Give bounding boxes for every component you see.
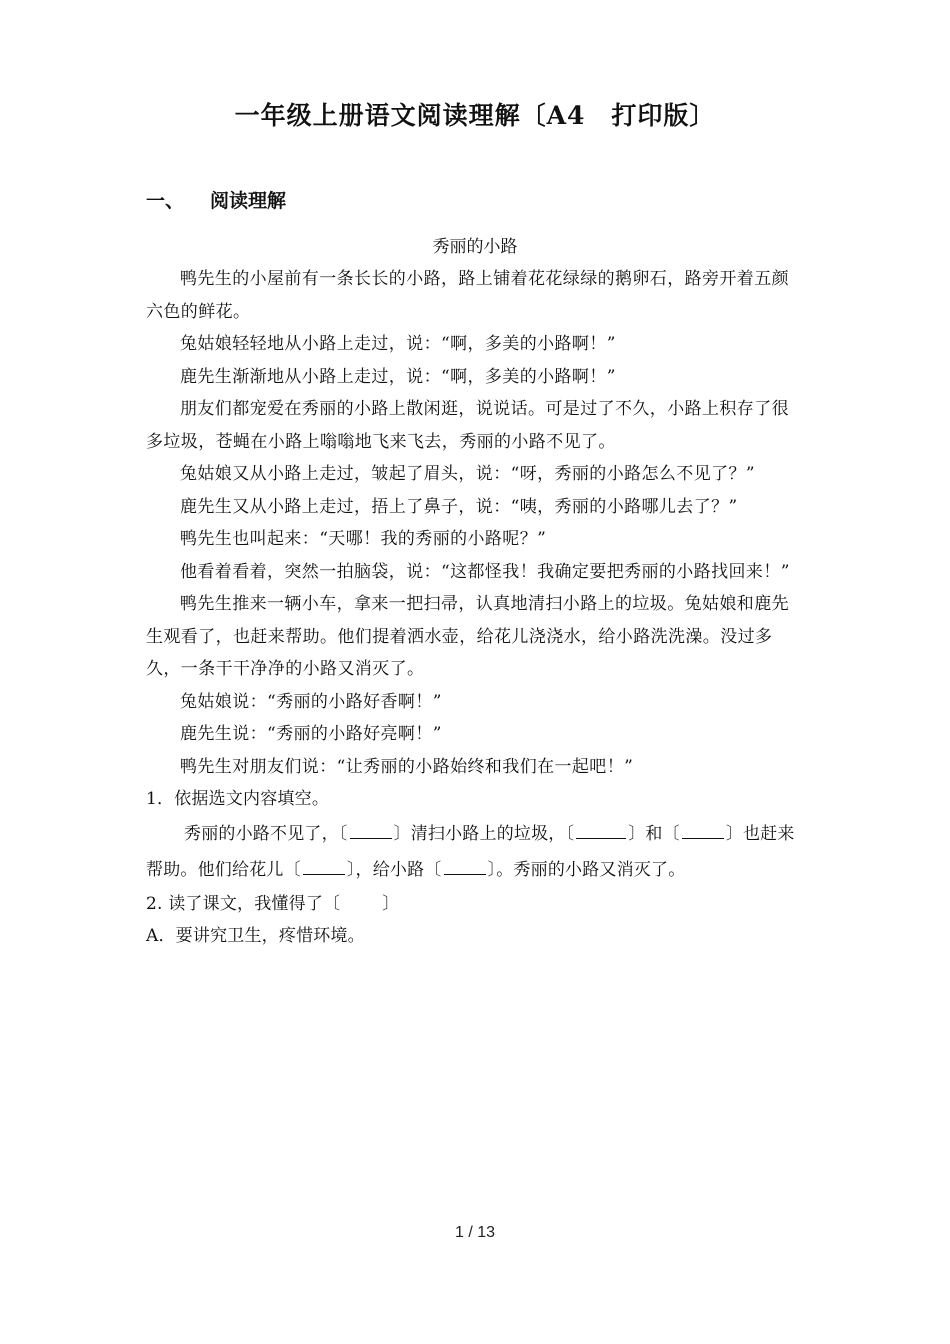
story-paragraph: 鸭先生也叫起来：“天哪！我的秀丽的小路呢？”: [180, 529, 547, 549]
q1-blank-4[interactable]: [303, 856, 345, 875]
q1-blank-1[interactable]: [350, 820, 392, 839]
question-1-prompt: 1．依据选文内容填空。: [146, 789, 330, 809]
story-body: [146, 263, 806, 953]
q1-text: 〕。秀丽的小路又消灭了。: [487, 859, 686, 880]
q1-blank-3[interactable]: [682, 820, 724, 839]
story-paragraph: 朋友们都宠爱在秀丽的小路上散闲逛，说说话。可是过了不久，小路上积存了很多垃圾，苍蝇在小路上嗡嗡地飞来飞去，秀丽的小路不见了。: [146, 399, 789, 452]
question-2-prompt: [146, 888, 806, 921]
story-paragraph: 鹿先生渐渐地从小路上走过，说：“啊，多美的小路啊！”: [180, 366, 616, 387]
q1-text: 〕，给小路〔: [346, 859, 442, 880]
q2-prompt-open: 2. 读了课文，我懂得了〔: [146, 893, 341, 914]
q1-text: 〕和〔: [628, 823, 680, 844]
q1-text: 〕也赶来帮助。他们给花儿〔: [146, 823, 795, 880]
story-paragraph: 鹿先生又从小路上走过，捂上了鼻子，说：“咦，秀丽的小路哪儿去了？”: [180, 496, 738, 517]
story-paragraph: 兔姑娘又从小路上走过，皱起了眉头，说：“呀，秀丽的小路怎么不见了？”: [180, 464, 755, 484]
story-paragraph: 他看着看着，突然一拍脑袋，说：“这都怪我！我确定要把秀丽的小路找回来！”: [180, 561, 790, 582]
q1-blank-2[interactable]: [576, 820, 626, 839]
q2-option-a[interactable]: A．要讲究卫生，疼惜环境。: [146, 926, 365, 946]
section-number: 一、: [146, 190, 185, 212]
section-label: 阅读理解: [210, 190, 287, 212]
document-title: 一年级上册语文阅读理解〔A4 打印版〕: [234, 101, 716, 130]
section-heading: [146, 186, 286, 213]
q2-prompt-close: 〕: [382, 893, 400, 914]
story-paragraph: 鸭先生的小屋前有一条长长的小路，路上铺着花花绿绿的鹅卵石，路旁开着五颜六色的鲜花。: [146, 269, 789, 322]
page-number: 1 / 13: [454, 1224, 496, 1241]
story-paragraph: 兔姑娘说：“秀丽的小路好香啊！”: [180, 691, 442, 712]
question-1-fill-in: [146, 816, 806, 888]
q1-text: 〕清扫小路上的垃圾，〔: [393, 823, 575, 844]
q1-blank-5[interactable]: [444, 856, 486, 875]
story-paragraph: 鸭先生推来一辆小车，拿来一把扫帚，认真地清扫小路上的垃圾。兔姑娘和鹿先生观看了，也赶来帮助。他们提着洒水壶，给花儿浇浇水，给小路洗洗澡。没过多久，一条干干净净的小路又消灭了。: [146, 594, 789, 679]
story-paragraph: 鹿先生说：“秀丽的小路好亮啊！”: [180, 724, 442, 744]
q1-text: 秀丽的小路不见了，〔: [184, 823, 348, 844]
story-title: 秀丽的小路: [432, 237, 518, 257]
story-paragraph: 鸭先生对朋友们说：“让秀丽的小路始终和我们在一起吧！”: [180, 756, 634, 777]
story-paragraph: 兔姑娘轻轻地从小路上走过，说：“啊，多美的小路啊！”: [180, 334, 616, 354]
